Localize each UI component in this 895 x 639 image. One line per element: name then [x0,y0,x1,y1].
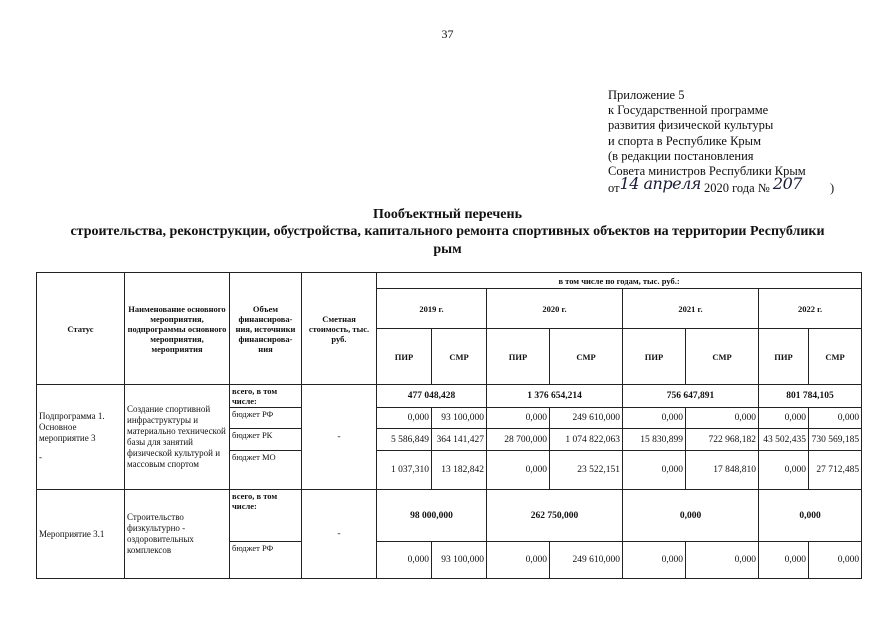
value-cell: 0,000 [623,408,686,429]
document-subtitle-end: рым [433,242,462,257]
value-cell: 249 610,000 [550,542,623,579]
status-cell [37,385,125,490]
value-cell: 0,000 [487,542,550,579]
status-mark: - [39,452,42,462]
value-cell: 0,000 [487,408,550,429]
value-cell: 0,000 [377,408,432,429]
header-funding: Объем финансирова-ния, источники финансирова-ния [230,273,302,385]
source-label: бюджет РК [230,429,302,451]
status-text: Подпрограмма 1. Основное мероприятие 3 [39,411,105,443]
total-2021: 0,000 [623,490,759,542]
appendix-line: развития физической культуры [608,118,774,133]
header-year-2020: 2020 г. [487,289,623,329]
value-cell: 730 569,185 [809,429,862,451]
table-row [37,490,862,542]
appendix-line: Приложение 5 [608,88,685,102]
appendix-block [608,88,888,196]
total-2019: 98 000,000 [377,490,487,542]
value-cell: 0,000 [623,542,686,579]
header-pir: ПИР [759,329,809,385]
source-label: бюджет РФ [230,542,302,579]
value-cell: 0,000 [487,451,550,490]
source-label: бюджет МО [230,451,302,490]
header-year-2021: 2021 г. [623,289,759,329]
value-cell: 364 141,427 [432,429,487,451]
value-cell: 249 610,000 [550,408,623,429]
value-cell: 0,000 [686,542,759,579]
header-status: Статус [37,273,125,385]
status-cell: Мероприятие 3.1 [37,490,125,579]
header-smr: СМР [550,329,623,385]
value-cell: 93 100,000 [432,542,487,579]
handwritten-date: 14 апреля [619,174,701,194]
source-label: всего, в том числе: [230,490,302,542]
value-cell: 0,000 [759,451,809,490]
total-2022: 801 784,105 [759,385,862,408]
value-cell: 722 968,182 [686,429,759,451]
value-cell: 27 712,485 [809,451,862,490]
header-estimate: Сметная стоимость, тыс. руб. [302,273,377,385]
appendix-line: к Государственной программе [608,103,769,118]
value-cell: 0,000 [809,408,862,429]
total-2019: 477 048,428 [377,385,487,408]
total-2020: 1 376 654,214 [487,385,623,408]
header-smr: СМР [809,329,862,385]
source-label: бюджет РФ [230,408,302,429]
value-cell: 15 830,899 [623,429,686,451]
page-number: 37 [441,27,454,41]
decree-date-line [608,174,888,196]
source-label: всего, в том числе: [230,385,302,408]
name-cell: Строительство физкультурно - оздоровительных комплексов [125,490,230,579]
value-cell: 1 037,310 [377,451,432,490]
header-pir: ПИР [377,329,432,385]
value-cell: 0,000 [759,408,809,429]
name-cell: Создание спортивной инфраструктуры и материально технической базы для занятий физической культурой и массовым спортом [125,385,230,490]
total-2020: 262 750,000 [487,490,623,542]
handwritten-number: 207 [772,174,802,194]
header-year-2019: 2019 г. [377,289,487,329]
header-year-2022: 2022 г. [759,289,862,329]
decree-prefix: от [608,181,620,196]
header-row [37,273,862,289]
value-cell: 43 502,435 [759,429,809,451]
document-subtitle: строительства, реконструкции, обустройства, капитального ремонта спортивных объектов на территории Республики [70,224,825,239]
estimate-cell: - [302,385,377,490]
value-cell: 17 848,810 [686,451,759,490]
value-cell: 1 074 822,063 [550,429,623,451]
value-cell: 0,000 [759,542,809,579]
appendix-line: (в редакции постановления [608,148,754,163]
header-smr: СМР [432,329,487,385]
objects-table [36,272,862,579]
decree-suffix: ) [829,181,835,196]
value-cell: 5 586,849 [377,429,432,451]
header-pir: ПИР [623,329,686,385]
total-2021: 756 647,891 [623,385,759,408]
value-cell: 0,000 [686,408,759,429]
appendix-line: Совета министров Республики Крым [608,164,806,179]
header-pir: ПИР [487,329,550,385]
value-cell: 0,000 [809,542,862,579]
appendix-line: и спорта в Республике Крым [608,133,761,148]
value-cell: 13 182,842 [432,451,487,490]
value-cell: 0,000 [377,542,432,579]
value-cell: 0,000 [623,451,686,490]
table-row [37,385,862,408]
header-name: Наименование основного мероприятия, подпрограммы основного мероприятия, мероприятия [125,273,230,385]
value-cell: 93 100,000 [432,408,487,429]
decree-year: 2020 года № [700,181,773,196]
estimate-cell: - [302,490,377,579]
value-cell: 28 700,000 [487,429,550,451]
value-cell: 23 522,151 [550,451,623,490]
header-by-years: в том числе по годам, тыс. руб.: [377,273,862,289]
document-title: Пообъектный перечень [373,207,522,222]
total-2022: 0,000 [759,490,862,542]
header-smr: СМР [686,329,759,385]
